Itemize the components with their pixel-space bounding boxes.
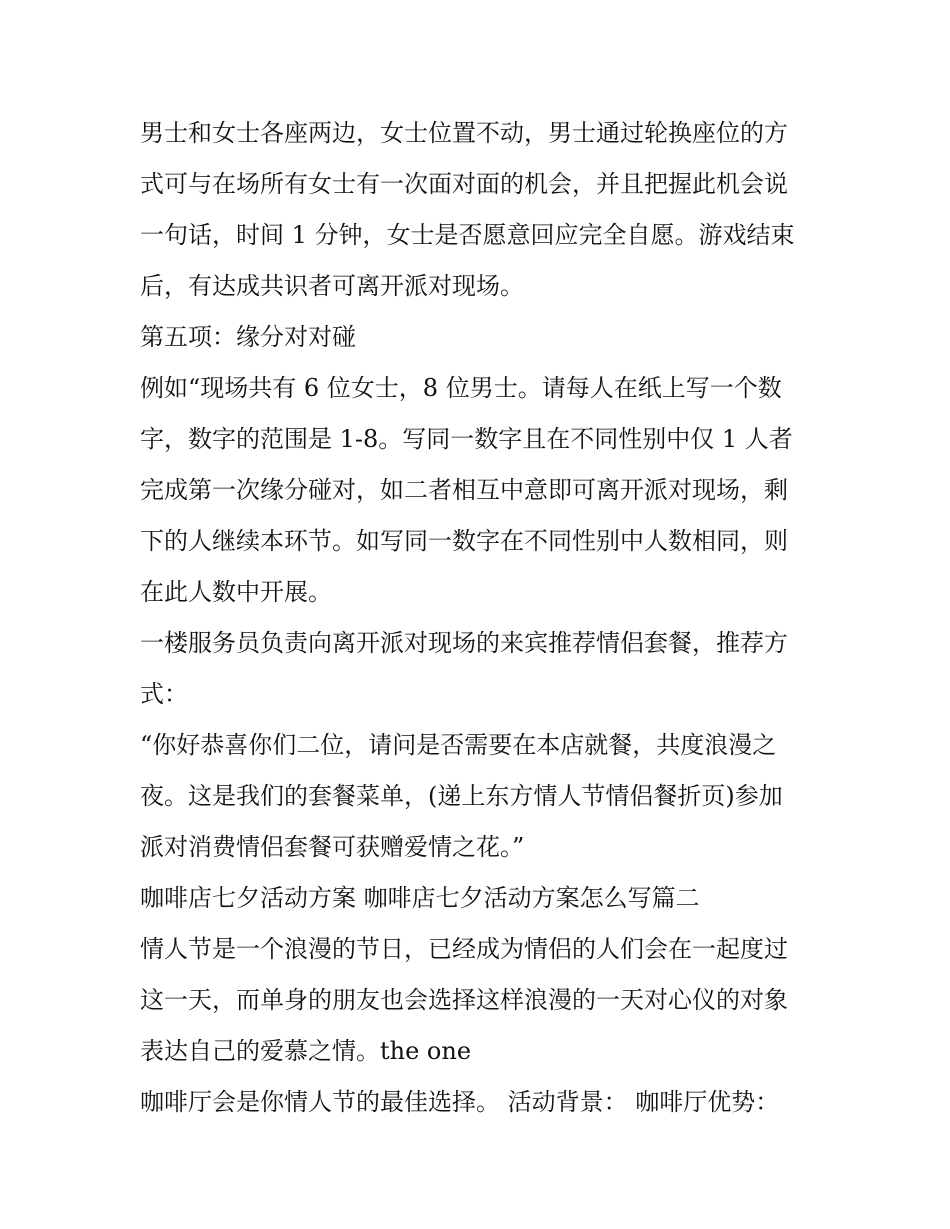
text-line: 咖啡厅会是你情人节的最佳选择。 活动背景： 咖啡厅优势： [140, 1088, 780, 1116]
paragraph-rules [140, 108, 820, 312]
text-line: “你好恭喜你们二位，请问是否需要在本店就餐，共度浪漫之 [140, 731, 777, 759]
text-line: 下的人继续本环节。如写同一数字在不同性别中人数相同，则 [140, 527, 788, 555]
text-line: 这一天，而单身的朋友也会选择这样浪漫的一天对心仪的对象 [140, 986, 788, 1014]
section-heading-item-5 [140, 312, 820, 363]
paragraph-example [140, 363, 820, 618]
text-line: 一楼服务员负责向离开派对现场的来宾推荐情侣套餐，推荐方 [140, 629, 788, 657]
text-line: 式： [140, 680, 188, 708]
text-line: 情人节是一个浪漫的节日，已经成为情侣的人们会在一起度过 [140, 935, 788, 963]
paragraph-quote [140, 720, 820, 873]
text-line: 男士和女士各座两边，女士位置不动，男士通过轮换座位的方 [140, 119, 788, 147]
text-line: 例如“现场共有 6 位女士，8 位男士。请每人在纸上写一个数 [140, 374, 782, 402]
text-line: 完成第一次缘分碰对，如二者相互中意即可离开派对现场，剩 [140, 476, 788, 504]
text-line: 式可与在场所有女士有一次面对面的机会，并且把握此机会说 [140, 170, 788, 198]
text-line: 一句话，时间 1 分钟，女士是否愿意回应完全自愿。游戏结束 [140, 221, 795, 249]
paragraph-waiter-recommendation [140, 618, 820, 720]
text-line: 咖啡店七夕活动方案 咖啡店七夕活动方案怎么写篇二 [140, 884, 700, 912]
paragraph-valentines-intro [140, 924, 820, 1077]
document-body [140, 108, 820, 1128]
text-line: 第五项：缘分对对碰 [140, 323, 356, 351]
text-line: 后，有达成共识者可离开派对现场。 [140, 272, 524, 300]
text-line: 夜。这是我们的套餐菜单，(递上东方情人节情侣餐折页)参加 [140, 782, 783, 810]
text-line: 字，数字的范围是 1-8。写同一数字且在不同性别中仅 1 人者 [140, 425, 793, 453]
text-line: 在此人数中开展。 [140, 578, 332, 606]
text-line: 表达自己的爱慕之情。the one [140, 1037, 472, 1065]
paragraph-cafe-choice [140, 1077, 820, 1128]
section-heading-part-two [140, 873, 820, 924]
text-line: 派对消费情侣套餐可获赠爱情之花。” [140, 833, 525, 861]
